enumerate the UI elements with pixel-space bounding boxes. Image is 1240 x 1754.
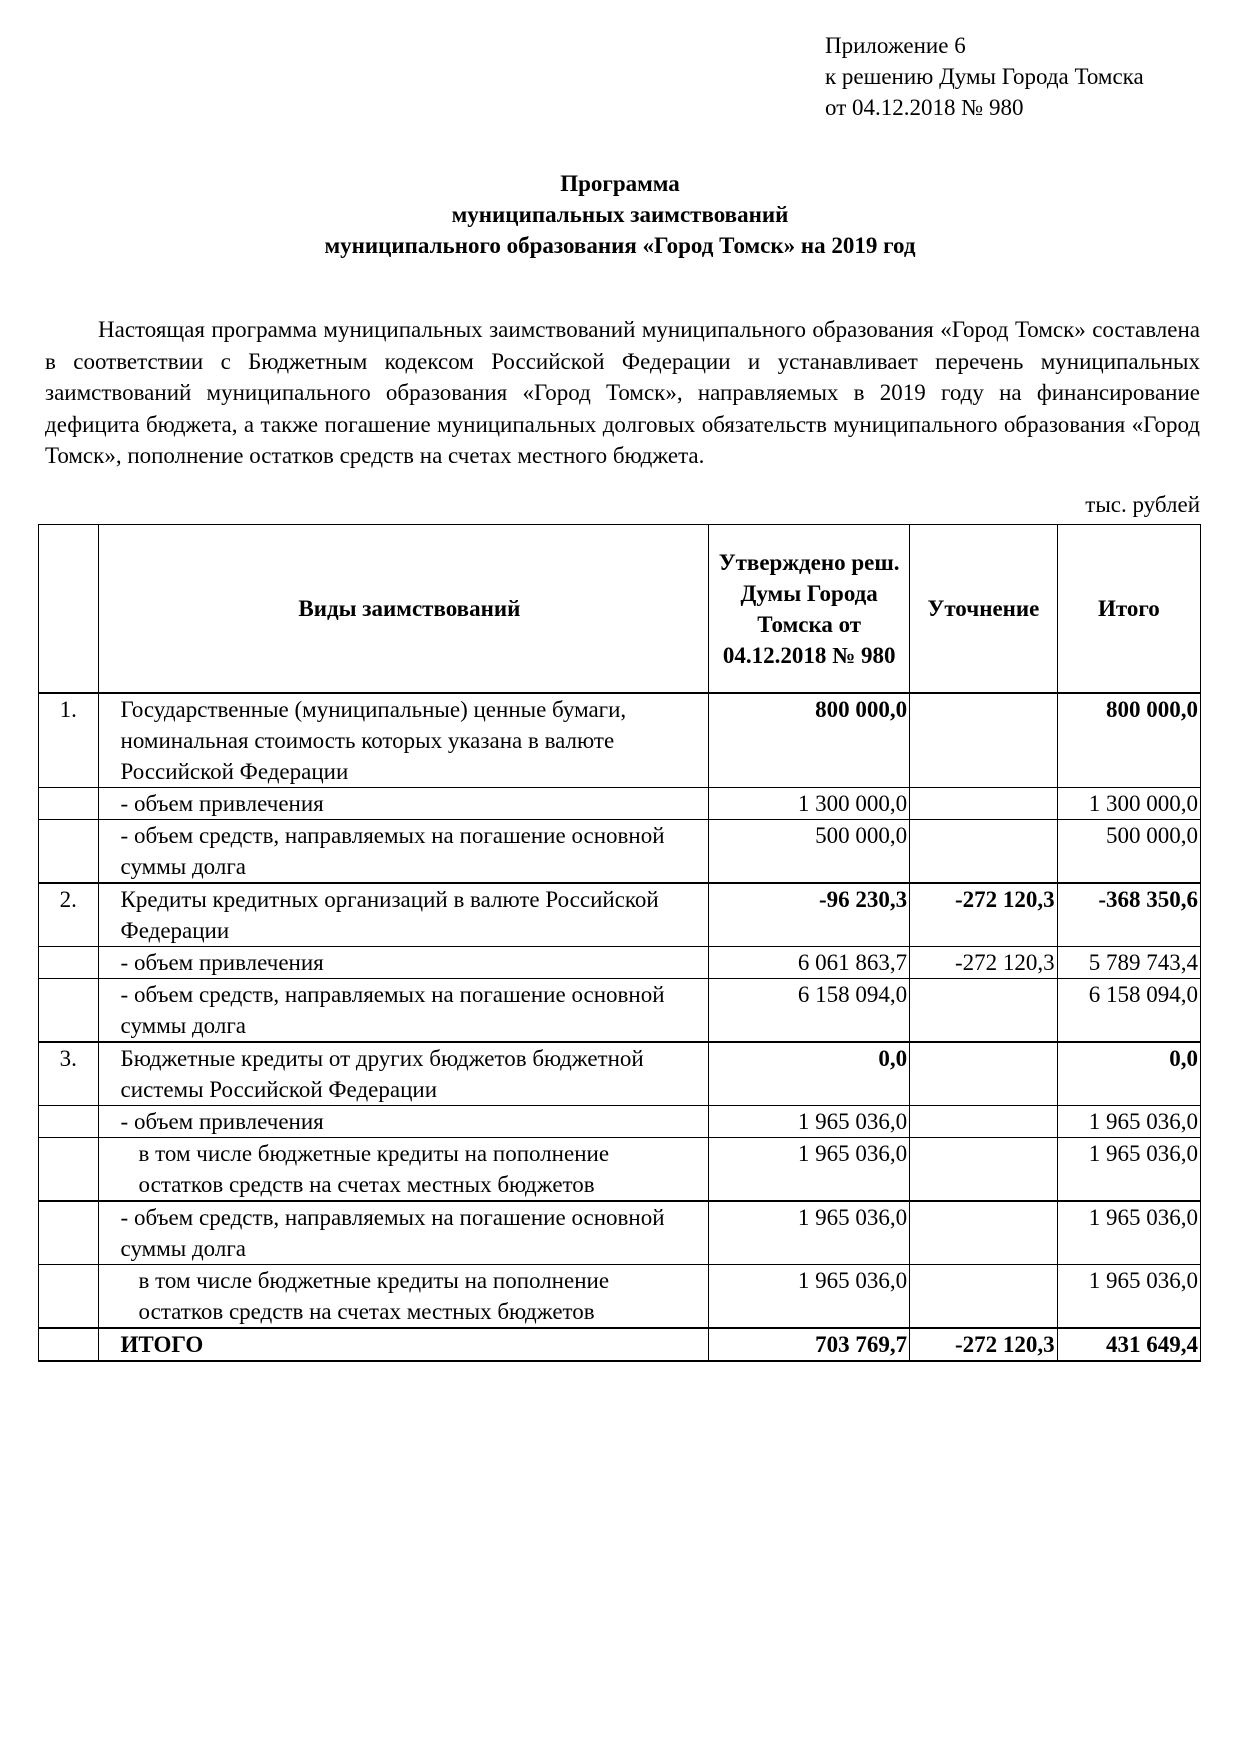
table-row [39,788,1201,820]
table-row [39,947,1201,979]
table-row [39,820,1201,884]
row-approved: 1 965 036,0 [709,1138,910,1202]
row-total: -368 350,6 [1057,883,1200,947]
total-num [39,1328,99,1361]
appendix-number: Приложение 6 [825,33,966,58]
total-total: 431 649,4 [1057,1328,1200,1361]
row-approved: 1 300 000,0 [709,788,910,820]
row-refinement [910,979,1058,1043]
row-name: - объем средств, направляемых на погашение основной суммы долга [98,820,709,884]
table-row [39,979,1201,1043]
row-total: 1 965 036,0 [1057,1201,1200,1265]
title-line-2: муниципальных заимствований [451,202,789,227]
row-refinement [910,1138,1058,1202]
row-num: 3. [39,1042,99,1106]
row-total: 1 965 036,0 [1057,1106,1200,1138]
row-total: 1 300 000,0 [1057,788,1200,820]
row-name: - объем привлечения [98,1106,709,1138]
table-row [39,1201,1201,1265]
header-refinement: Уточнение [910,525,1058,694]
header-total: Итого [1057,525,1200,694]
row-approved: 1 965 036,0 [709,1201,910,1265]
row-refinement [910,1201,1058,1265]
header-approved: Утверждено реш. Думы Города Томска от 04.12.2018 № 980 [709,525,910,694]
row-approved: -96 230,3 [709,883,910,947]
table-row [39,883,1201,947]
row-name: Государственные (муниципальные) ценные бумаги, номинальная стоимость которых указана в валюте Российской Федерации [98,693,709,788]
row-refinement: -272 120,3 [910,947,1058,979]
row-refinement [910,1106,1058,1138]
row-name: - объем средств, направляемых на погашение основной суммы долга [98,1201,709,1265]
row-total: 800 000,0 [1057,693,1200,788]
document-title [40,168,1200,261]
row-num: 2. [39,883,99,947]
units-label: тыс. рублей [1085,492,1200,517]
row-name: в том числе бюджетные кредиты на пополнение остатков средств на счетах местных бюджетов [98,1138,709,1202]
row-total: 1 965 036,0 [1057,1138,1200,1202]
row-approved: 1 965 036,0 [709,1265,910,1329]
row-num [39,1138,99,1202]
row-refinement [910,1042,1058,1106]
row-num [39,1265,99,1329]
total-name: ИТОГО [98,1328,709,1361]
row-approved: 0,0 [709,1042,910,1106]
appendix-reference [825,30,1144,123]
table-total-row [39,1328,1201,1361]
row-approved: 500 000,0 [709,820,910,884]
appendix-date: от 04.12.2018 № 980 [825,95,1024,120]
row-num [39,979,99,1043]
row-name: - объем средств, направляемых на погашение основной суммы долга [98,979,709,1043]
title-line-1: Программа [560,171,680,196]
row-total: 6 158 094,0 [1057,979,1200,1043]
header-num [39,525,99,694]
row-refinement [910,1265,1058,1329]
title-line-3: муниципального образования «Город Томск» на 2019 год [324,233,916,258]
row-name: в том числе бюджетные кредиты на пополнение остатков средств на счетах местных бюджетов [98,1265,709,1329]
borrowings-table [38,524,1201,1362]
row-approved: 1 965 036,0 [709,1106,910,1138]
row-total: 5 789 743,4 [1057,947,1200,979]
intro-paragraph: Настоящая программа муниципальных заимствований муниципального образования «Город Томск» составлена в соответствии с Бюджетным кодексом Российской Федерации и устанавливает перечень муниципальных заимствований муниципального образования «Город Томск», направляемых в 2019 году на финансирование дефицита бюджета, а также погашение муниципальных долговых обязательств муниципального образования «Город Томск», пополнение остатков средств на счетах местного бюджета. [45,317,1200,468]
row-num [39,947,99,979]
row-approved: 6 158 094,0 [709,979,910,1043]
row-num: 1. [39,693,99,788]
row-total: 1 965 036,0 [1057,1265,1200,1329]
row-name: - объем привлечения [98,947,709,979]
appendix-decision: к решению Думы Города Томска [825,64,1144,89]
row-approved: 800 000,0 [709,693,910,788]
row-refinement [910,820,1058,884]
header-name: Виды заимствований [98,525,709,694]
table-row [39,1106,1201,1138]
row-refinement: -272 120,3 [910,883,1058,947]
row-num [39,1201,99,1265]
total-refinement: -272 120,3 [910,1328,1058,1361]
table-row [39,1042,1201,1106]
row-name: - объем привлечения [98,788,709,820]
row-approved: 6 061 863,7 [709,947,910,979]
table-row [39,693,1201,788]
table-row [39,1138,1201,1202]
row-num [39,820,99,884]
row-total: 0,0 [1057,1042,1200,1106]
row-refinement [910,788,1058,820]
table-header-row [39,525,1201,694]
row-num [39,788,99,820]
total-approved: 703 769,7 [709,1328,910,1361]
row-name: Бюджетные кредиты от других бюджетов бюджетной системы Российской Федерации [98,1042,709,1106]
row-num [39,1106,99,1138]
table-row [39,1265,1201,1329]
row-refinement [910,693,1058,788]
row-total: 500 000,0 [1057,820,1200,884]
row-name: Кредиты кредитных организаций в валюте Российской Федерации [98,883,709,947]
